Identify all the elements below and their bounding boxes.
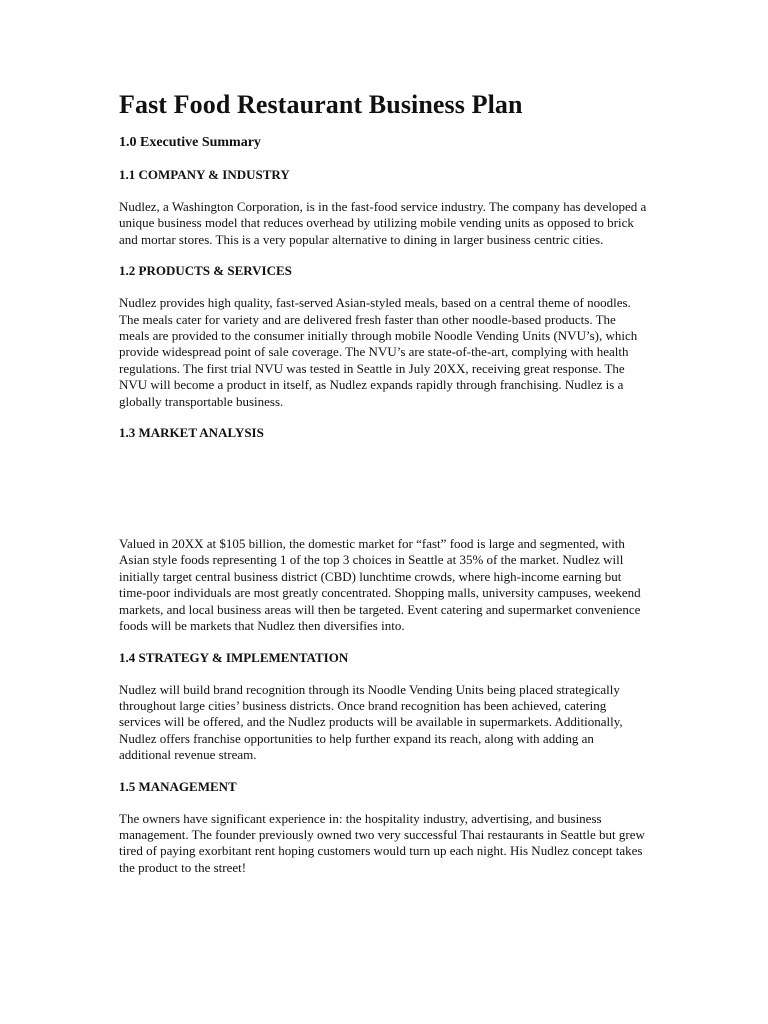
section-heading-products-services: 1.2 PRODUCTS & SERVICES	[119, 263, 292, 279]
section-heading-company-industry: 1.1 COMPANY & INDUSTRY	[119, 167, 290, 182]
section-body-management: The owners have significant experience in: the hospitality industry, advertising, and business management. The founder previously owned two very successful Thai restaurants in Seattle but grew tired of paying exorbitant rent hoping customers would turn up each night. His Nudlez concept takes the product to the street!	[119, 810, 645, 875]
section-body-products-services: Nudlez provides high quality, fast-served Asian-styled meals, based on a central theme of noodles. The meals cater for variety and are delivered fresh faster than other noodle-based products. The meals are provided to the consumer initially through mobile Noodle Vending Units (NVU’s), which provide widespread point of sale coverage. The NVU’s are state-of-the-art, complying with health regulations. The first trial NVU was tested in Seattle in July 20XX, receiving great response. The NVU will become a product in itself, as Nudlez expands rapidly through franchising. Nudlez is a globally transportable business.	[119, 295, 638, 409]
document-title: Fast Food Restaurant Business Plan	[119, 90, 523, 119]
section-heading-strategy-implementation: 1.4 STRATEGY & IMPLEMENTATION	[119, 649, 349, 665]
section-heading-market-analysis: 1.3 MARKET ANALYSIS	[119, 425, 264, 441]
section-body-strategy-implementation: Nudlez will build brand recognition through its Noodle Vending Units being placed strategically throughout large cities’ business districts. Once brand recognition has been achieved, catering services will be offered, and the Nudlez products will be available in supermarkets. Additionally, Nudlez offers franchise opportunities to help further expand its reach, along with adding an additional revenue stream.	[119, 681, 623, 763]
document-page	[119, 88, 649, 876]
section-body-company-industry: Nudlez, a Washington Corporation, is in the fast-food service industry. The company has developed a unique business model that reduces overhead by utilizing mobile vending units as opposed to brick and mortar stores. This is a very popular alternative to dining in larger business centric cities.	[119, 199, 647, 247]
blank-space	[119, 441, 649, 536]
section-heading-management: 1.5 MANAGEMENT	[119, 778, 237, 794]
section-body-market-analysis: Valued in 20XX at $105 billion, the domestic market for “fast” food is large and segmented, with Asian style foods representing 1 of the top 3 choices in Seattle at 35% of the market. Nudlez will initially target central business district (CBD) lunchtime crowds, where high-income earning but time-poor individuals are most greatly concentrated. Shopping malls, university campuses, weekend markets, and local business areas will then be targeted. Event catering and supermarket convenience foods will be markets that Nudlez then diversifies into.	[119, 536, 641, 634]
executive-summary-heading: 1.0 Executive Summary	[119, 135, 261, 150]
